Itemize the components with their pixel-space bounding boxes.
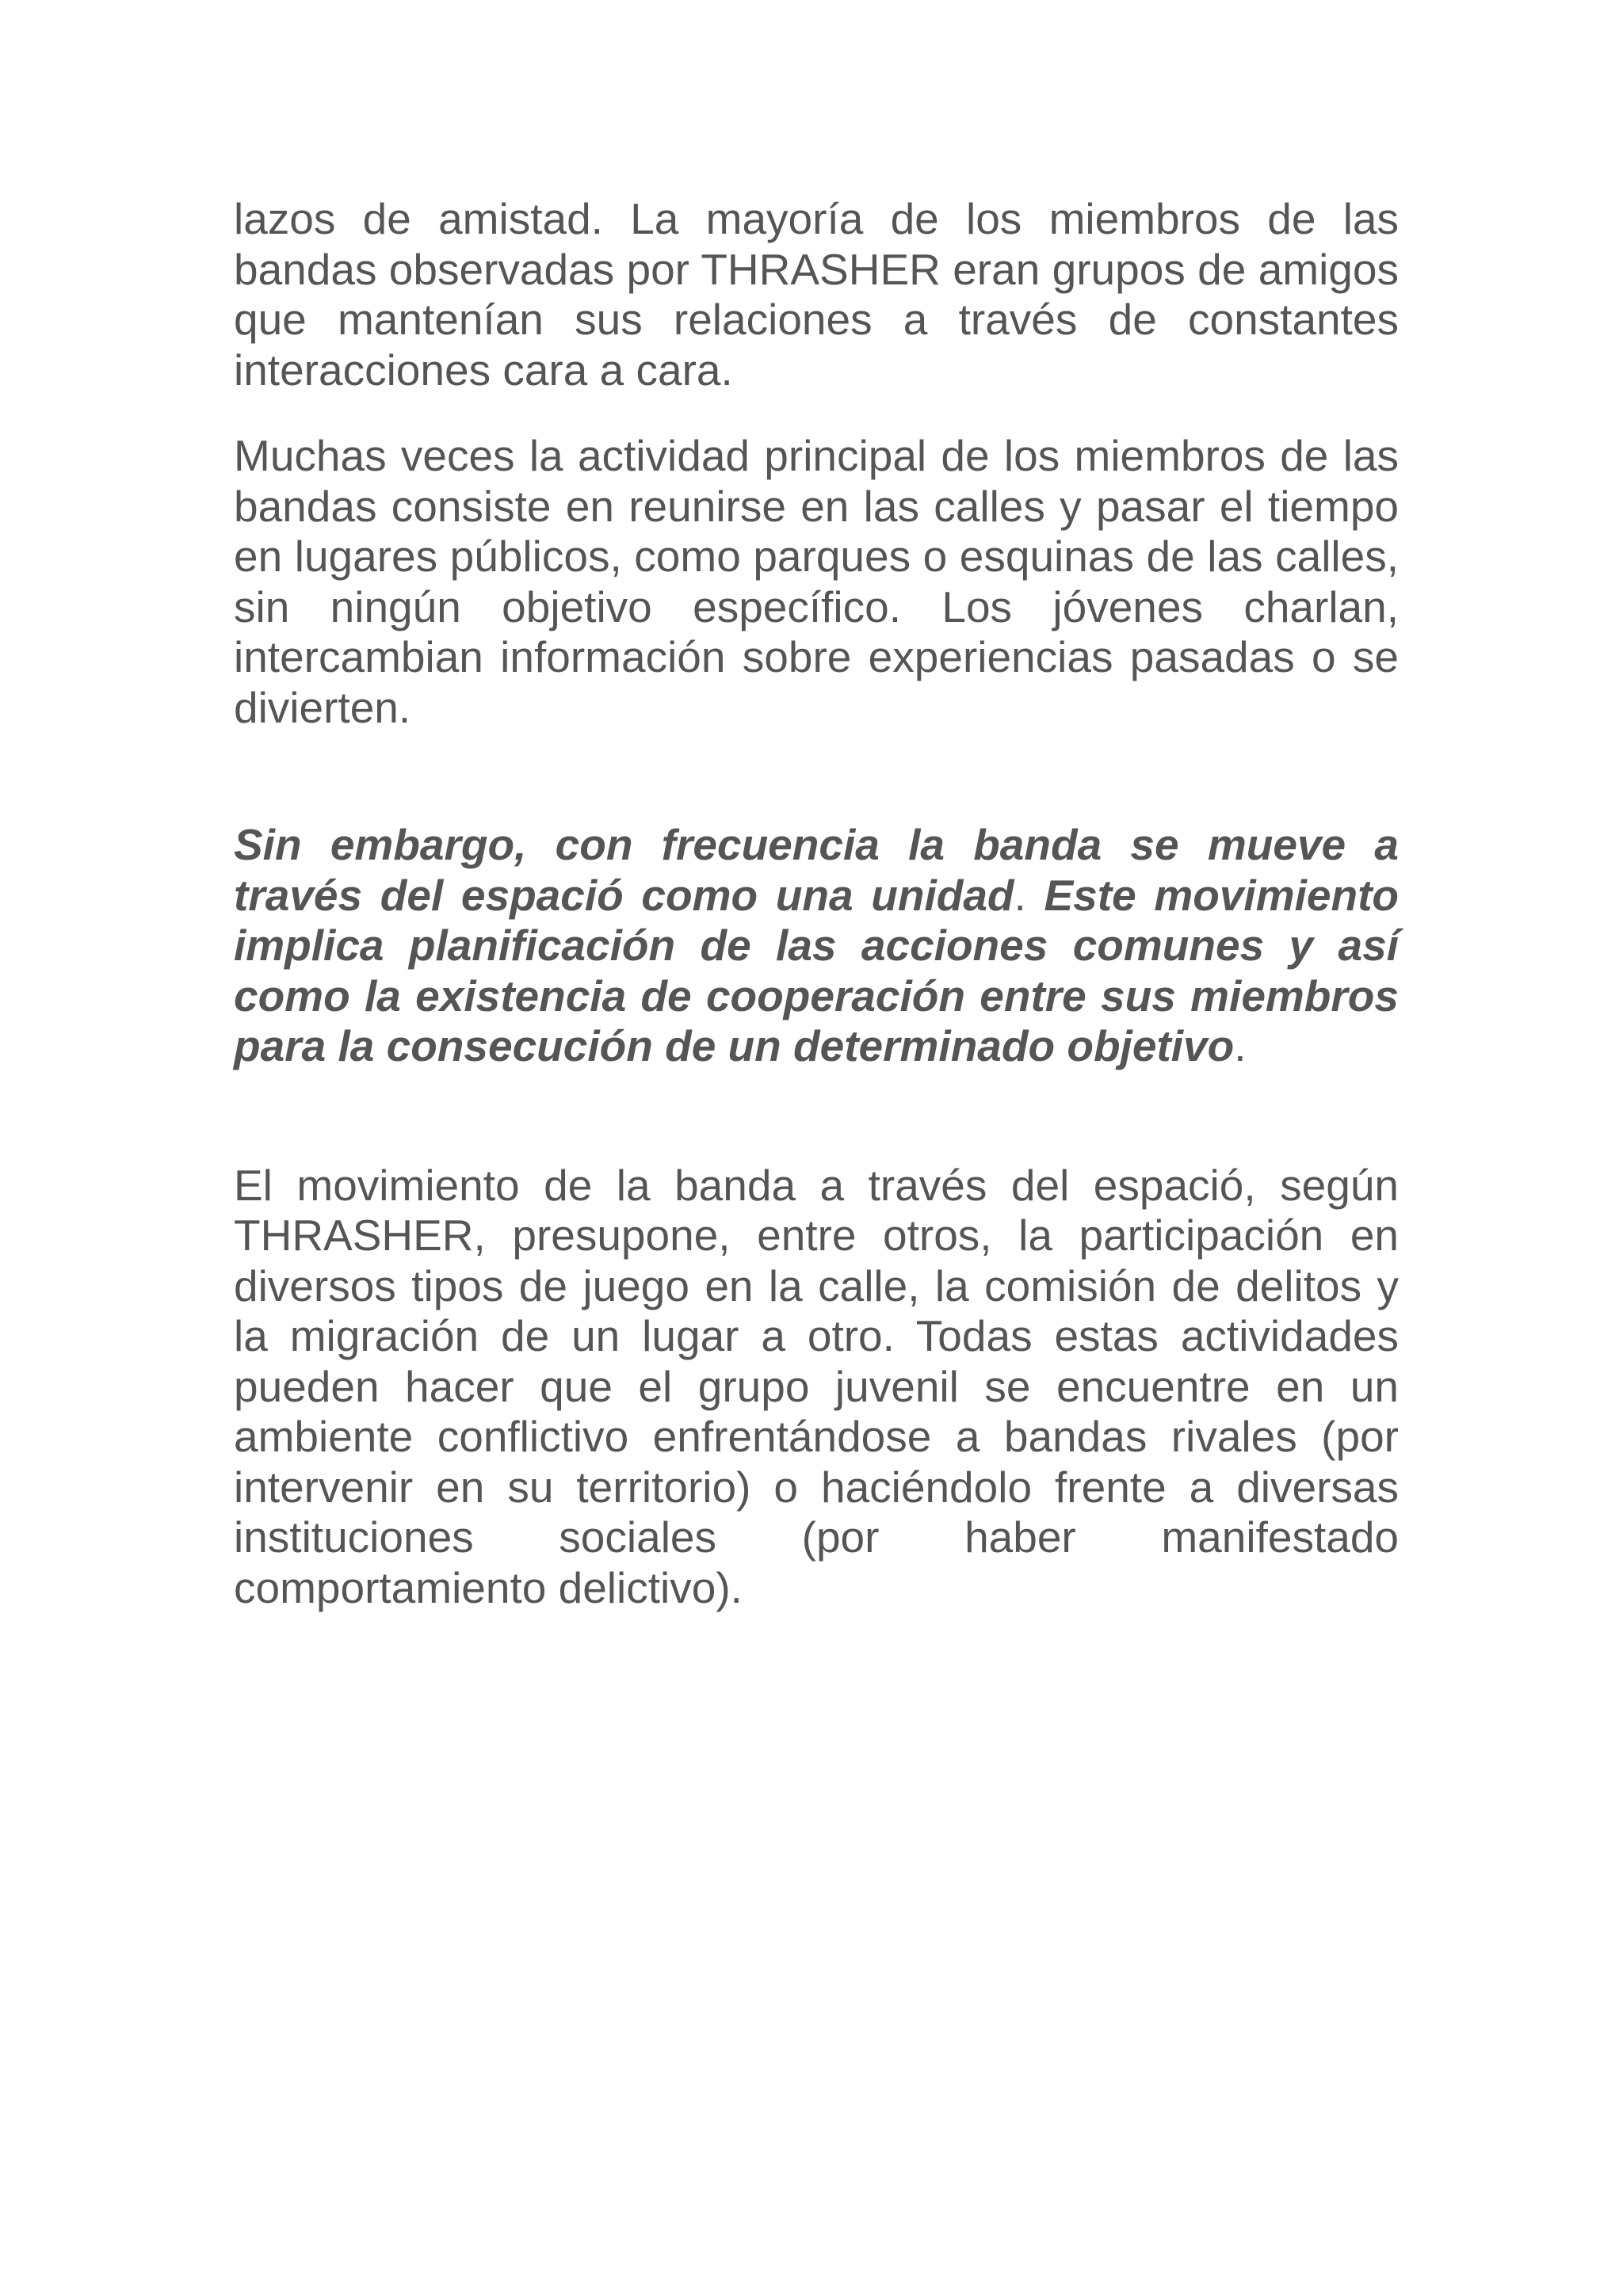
emphasis-sentence-2: Este movimiento implica planificación de las acciones comunes y así como la existencia de cooperación entre sus miembros para la consecución de un determinado objetivo	[234, 870, 1399, 1070]
paragraph-group-movement-emphasis	[234, 820, 1399, 1072]
sentence-separator: .	[1014, 870, 1044, 920]
text-column	[234, 194, 1399, 1613]
paragraph-friendship-ties: lazos de amistad. La mayoría de los miembros de las bandas observadas por THRASHER eran grupos de amigos que mantenían sus relaciones a través de constantes interacciones cara a cara.	[234, 194, 1399, 395]
paragraph-thrasher-movement: El movimiento de la banda a través del espació, según THRASHER, presupone, entre otros, la participación en diversos tipos de juego en la calle, la comisión de delitos y la migración de un lugar a otro. Todas estas actividades pueden hacer que el grupo juvenil se encuentre en un ambiente conflictivo enfrentándose a bandas rivales (por intervenir en su territorio) o haciéndolo frente a diversas instituciones sociales (por haber manifestado comportamiento delictivo).	[234, 1160, 1399, 1612]
paragraph-street-activity: Muchas veces la actividad principal de los miembros de las bandas consiste en reunirse en las calles y pasar el tiempo en lugares públicos, como parques o esquinas de las calles, sin ningún objetivo específico. Los jóvenes charlan, intercambian información sobre experiencias pasadas o se divierten.	[234, 431, 1399, 732]
closing-period: .	[1234, 1021, 1247, 1070]
emphasis-sentence-1: Sin embargo, con frecuencia la banda se mueve a través del espació como una unidad	[234, 820, 1399, 920]
